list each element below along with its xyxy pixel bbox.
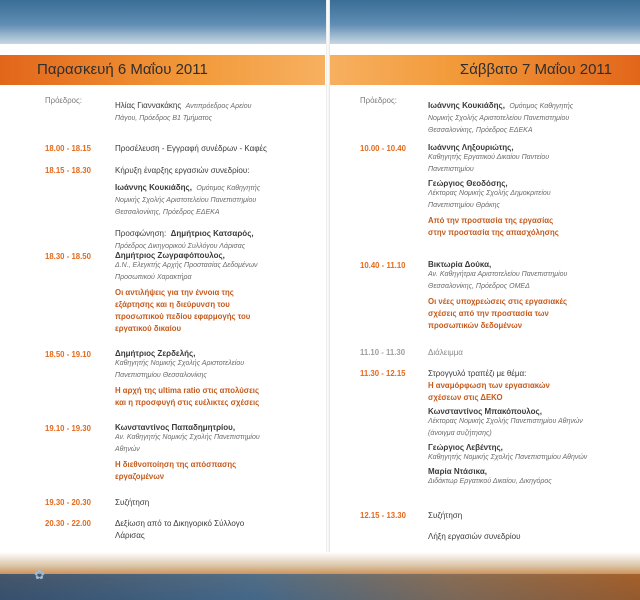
session-block xyxy=(115,165,320,253)
page-fold xyxy=(326,0,330,600)
session-block xyxy=(428,260,628,332)
talk-topic: εργαζομένων xyxy=(115,472,165,481)
speaker-name: Δημήτριος Ζερδελής, xyxy=(115,349,196,358)
friday-chair xyxy=(115,95,320,125)
session-text: Λάρισας xyxy=(115,531,145,540)
speaker-name: Δημήτριος Κατσαρός, xyxy=(170,229,254,238)
speaker-name: Βικτωρία Δούκα, xyxy=(428,260,492,269)
speaker-affiliation: Θεσσαλονίκης, Πρόεδρος ΕΔΕΚΑ xyxy=(115,209,220,216)
speaker-affiliation: Λέκτορας Νομικής Σχολής Πανεπιστημίου Αθηνών xyxy=(428,418,583,425)
speaker-affiliation: Καθηγητής Εργατικού Δικαίου Παντείου xyxy=(428,154,550,161)
session-time: 10.00 - 10.40 xyxy=(360,144,406,153)
talk-topic: Οι νέες υποχρεώσεις στις εργασιακές xyxy=(428,297,568,306)
day-header-friday: Παρασκευή 6 Μαΐου 2011 xyxy=(0,55,325,85)
speaker-affiliation: Νομικής Σχολής Αριστοτελείου Πανεπιστημίου xyxy=(115,197,257,204)
talk-topic: Η αρχή της ultima ratio στις απολύσεις xyxy=(115,386,260,395)
session-text: Συζήτηση xyxy=(115,498,150,507)
flower-ornament-icon: ✿ xyxy=(34,567,45,582)
talk-topic: εργατικού δικαίου xyxy=(115,324,182,333)
session-block xyxy=(115,349,320,409)
speaker-name: Γεώργιος Λεβέντης, xyxy=(428,443,503,452)
session-time: 19.30 - 20.30 xyxy=(45,498,91,507)
closing-text: Λήξη εργασιών συνεδρίου xyxy=(428,532,521,541)
speaker-affiliation: Καθηγητής Νομικής Σχολής Αριστοτελείου xyxy=(115,360,245,367)
speaker-name: Μαρία Ντάσικα, xyxy=(428,467,487,476)
talk-topic: Η διεθνοποίηση της απόσπασης xyxy=(115,460,237,469)
session-time: 18.50 - 19.10 xyxy=(45,350,91,359)
speaker-affiliation: Πανεπιστημίου Θράκης xyxy=(428,202,500,209)
speaker-affiliation: Ομότιμος Καθηγητής xyxy=(196,185,261,192)
speaker-name: Γεώργιος Θεοδόσης, xyxy=(428,179,508,188)
session-text: Στρογγυλό τραπέζι με θέμα: xyxy=(428,369,527,378)
speaker-name: Κωνσταντίνος Παπαδημητρίου, xyxy=(115,423,236,432)
session-time: 11.30 - 12.15 xyxy=(360,369,406,378)
session-time: 18.30 - 18.50 xyxy=(45,252,91,261)
saturday-chair xyxy=(428,95,628,137)
talk-topic: Από την προστασία της εργασίας xyxy=(428,216,554,225)
talk-topic: στην προστασία της απασχόλησης xyxy=(428,228,559,237)
speaker-affiliation: Αθηνών xyxy=(115,446,140,453)
greeting-label: Προσφώνηση: xyxy=(115,229,167,238)
talk-topic: σχέσεις από την προστασία των xyxy=(428,309,549,318)
speaker-name: Ιωάννης Κουκιάδης, xyxy=(115,183,192,192)
session-block xyxy=(115,423,320,483)
saturday-chair-label: Πρόεδρος: xyxy=(360,96,397,105)
session-text: Διάλειμμα xyxy=(428,348,463,357)
speaker-affiliation: (άνοιγμα συζήτησης) xyxy=(428,430,492,437)
session-block xyxy=(428,368,633,488)
talk-topic: και η προσφυγή στις ευέλικτες σχέσεις xyxy=(115,398,260,407)
saturday-chair-aff3: Θεσσαλονίκης, Πρόεδρος ΕΔΕΚΑ xyxy=(428,127,533,134)
friday-chair-aff1: Αντιπρόεδρος Αρείου xyxy=(185,103,252,110)
top-blue-band xyxy=(0,0,640,44)
speaker-affiliation: Πανεπιστημίου xyxy=(428,166,474,173)
session-time: 12.15 - 13.30 xyxy=(360,511,406,520)
speaker-affiliation: Πρόεδρος Δικηγορικού Συλλόγου Λάρισας xyxy=(115,243,246,250)
friday-chair-label: Πρόεδρος: xyxy=(45,96,82,105)
speaker-name: Ιωάννης Ληξουριώτης, xyxy=(428,143,514,152)
session-block xyxy=(428,531,628,543)
session-time: 10.40 - 11.10 xyxy=(360,261,406,270)
session-text: Συζήτηση xyxy=(428,511,463,520)
bottom-blue-stripe xyxy=(0,574,640,600)
session-time: 18.15 - 18.30 xyxy=(45,166,91,175)
session-text: Προσέλευση - Εγγραφή συνέδρων - Καφές xyxy=(115,144,267,153)
speaker-affiliation: Θεσσαλονίκης, Πρόεδρος ΟΜΕΔ xyxy=(428,283,530,290)
session-block xyxy=(428,143,628,239)
talk-topic: εξάρτησης και η διεύρυνση του xyxy=(115,300,230,309)
speaker-affiliation: Πανεπιστημίου Θεσσαλονίκης xyxy=(115,372,207,379)
speaker-name: Κωνσταντίνος Μπακόπουλος, xyxy=(428,407,542,416)
speaker-affiliation: Αν. Καθηγητής Νομικής Σχολής Πανεπιστημίου xyxy=(115,434,260,441)
session-block xyxy=(428,347,628,359)
talk-topic: Οι αντιλήψεις για την έννοια της xyxy=(115,288,234,297)
speaker-affiliation: Δ.Ν., Ελεγκτής Αρχής Προστασίας Δεδομένων xyxy=(115,262,258,269)
talk-topic: σχέσεων στις ΔΕΚΟ xyxy=(428,393,503,402)
speaker-affiliation: Προσωπικού Χαρακτήρα xyxy=(115,274,192,281)
talk-topic: προσωπικών δεδομένων xyxy=(428,321,523,330)
session-block xyxy=(115,251,320,335)
session-time: 19.10 - 19.30 xyxy=(45,424,91,433)
day-header-saturday: Σάββατο 7 Μαΐου 2011 xyxy=(330,55,640,85)
friday-chair-name: Ηλίας Γιαννακάκης xyxy=(115,101,182,110)
talk-topic: Η αναμόρφωση των εργασιακών xyxy=(428,381,550,390)
session-block xyxy=(115,143,320,155)
saturday-chair-aff2: Νομικής Σχολής Αριστοτελείου Πανεπιστημίου xyxy=(428,115,570,122)
session-time: 11.10 - 11.30 xyxy=(360,348,406,357)
bottom-band xyxy=(0,552,640,600)
saturday-chair-name: Ιωάννης Κουκιάδης, xyxy=(428,101,505,110)
speaker-name: Δημήτριος Ζωγραφόπουλος, xyxy=(115,251,225,260)
session-block xyxy=(115,497,320,509)
saturday-chair-aff1: Ομότιμος Καθηγητής xyxy=(509,103,574,110)
session-text: Δεξίωση από το Δικηγορικό Σύλλογο xyxy=(115,519,245,528)
speaker-affiliation: Λέκτορας Νομικής Σχολής Δημοκριτείου xyxy=(428,190,551,197)
talk-topic: προσωπικού πεδίου εφαρμογής του xyxy=(115,312,251,321)
speaker-affiliation: Καθηγητής Νομικής Σχολής Πανεπιστημίου Αθηνών xyxy=(428,454,588,461)
session-block xyxy=(115,518,320,542)
session-time: 18.00 - 18.15 xyxy=(45,144,91,153)
session-block xyxy=(428,510,628,522)
speaker-affiliation: Αν. Καθηγήτρια Αριστοτελείου Πανεπιστημίου xyxy=(428,271,568,278)
speaker-affiliation: Διδάκτωρ Εργατικού Δικαίου, Δικηγόρος xyxy=(428,478,552,485)
friday-chair-aff2: Πάγου, Πρόεδρος Β1 Τμήματος xyxy=(115,115,213,122)
session-time: 20.30 - 22.00 xyxy=(45,519,91,528)
session-text: Κήρυξη έναρξης εργασιών συνεδρίου: xyxy=(115,166,250,175)
